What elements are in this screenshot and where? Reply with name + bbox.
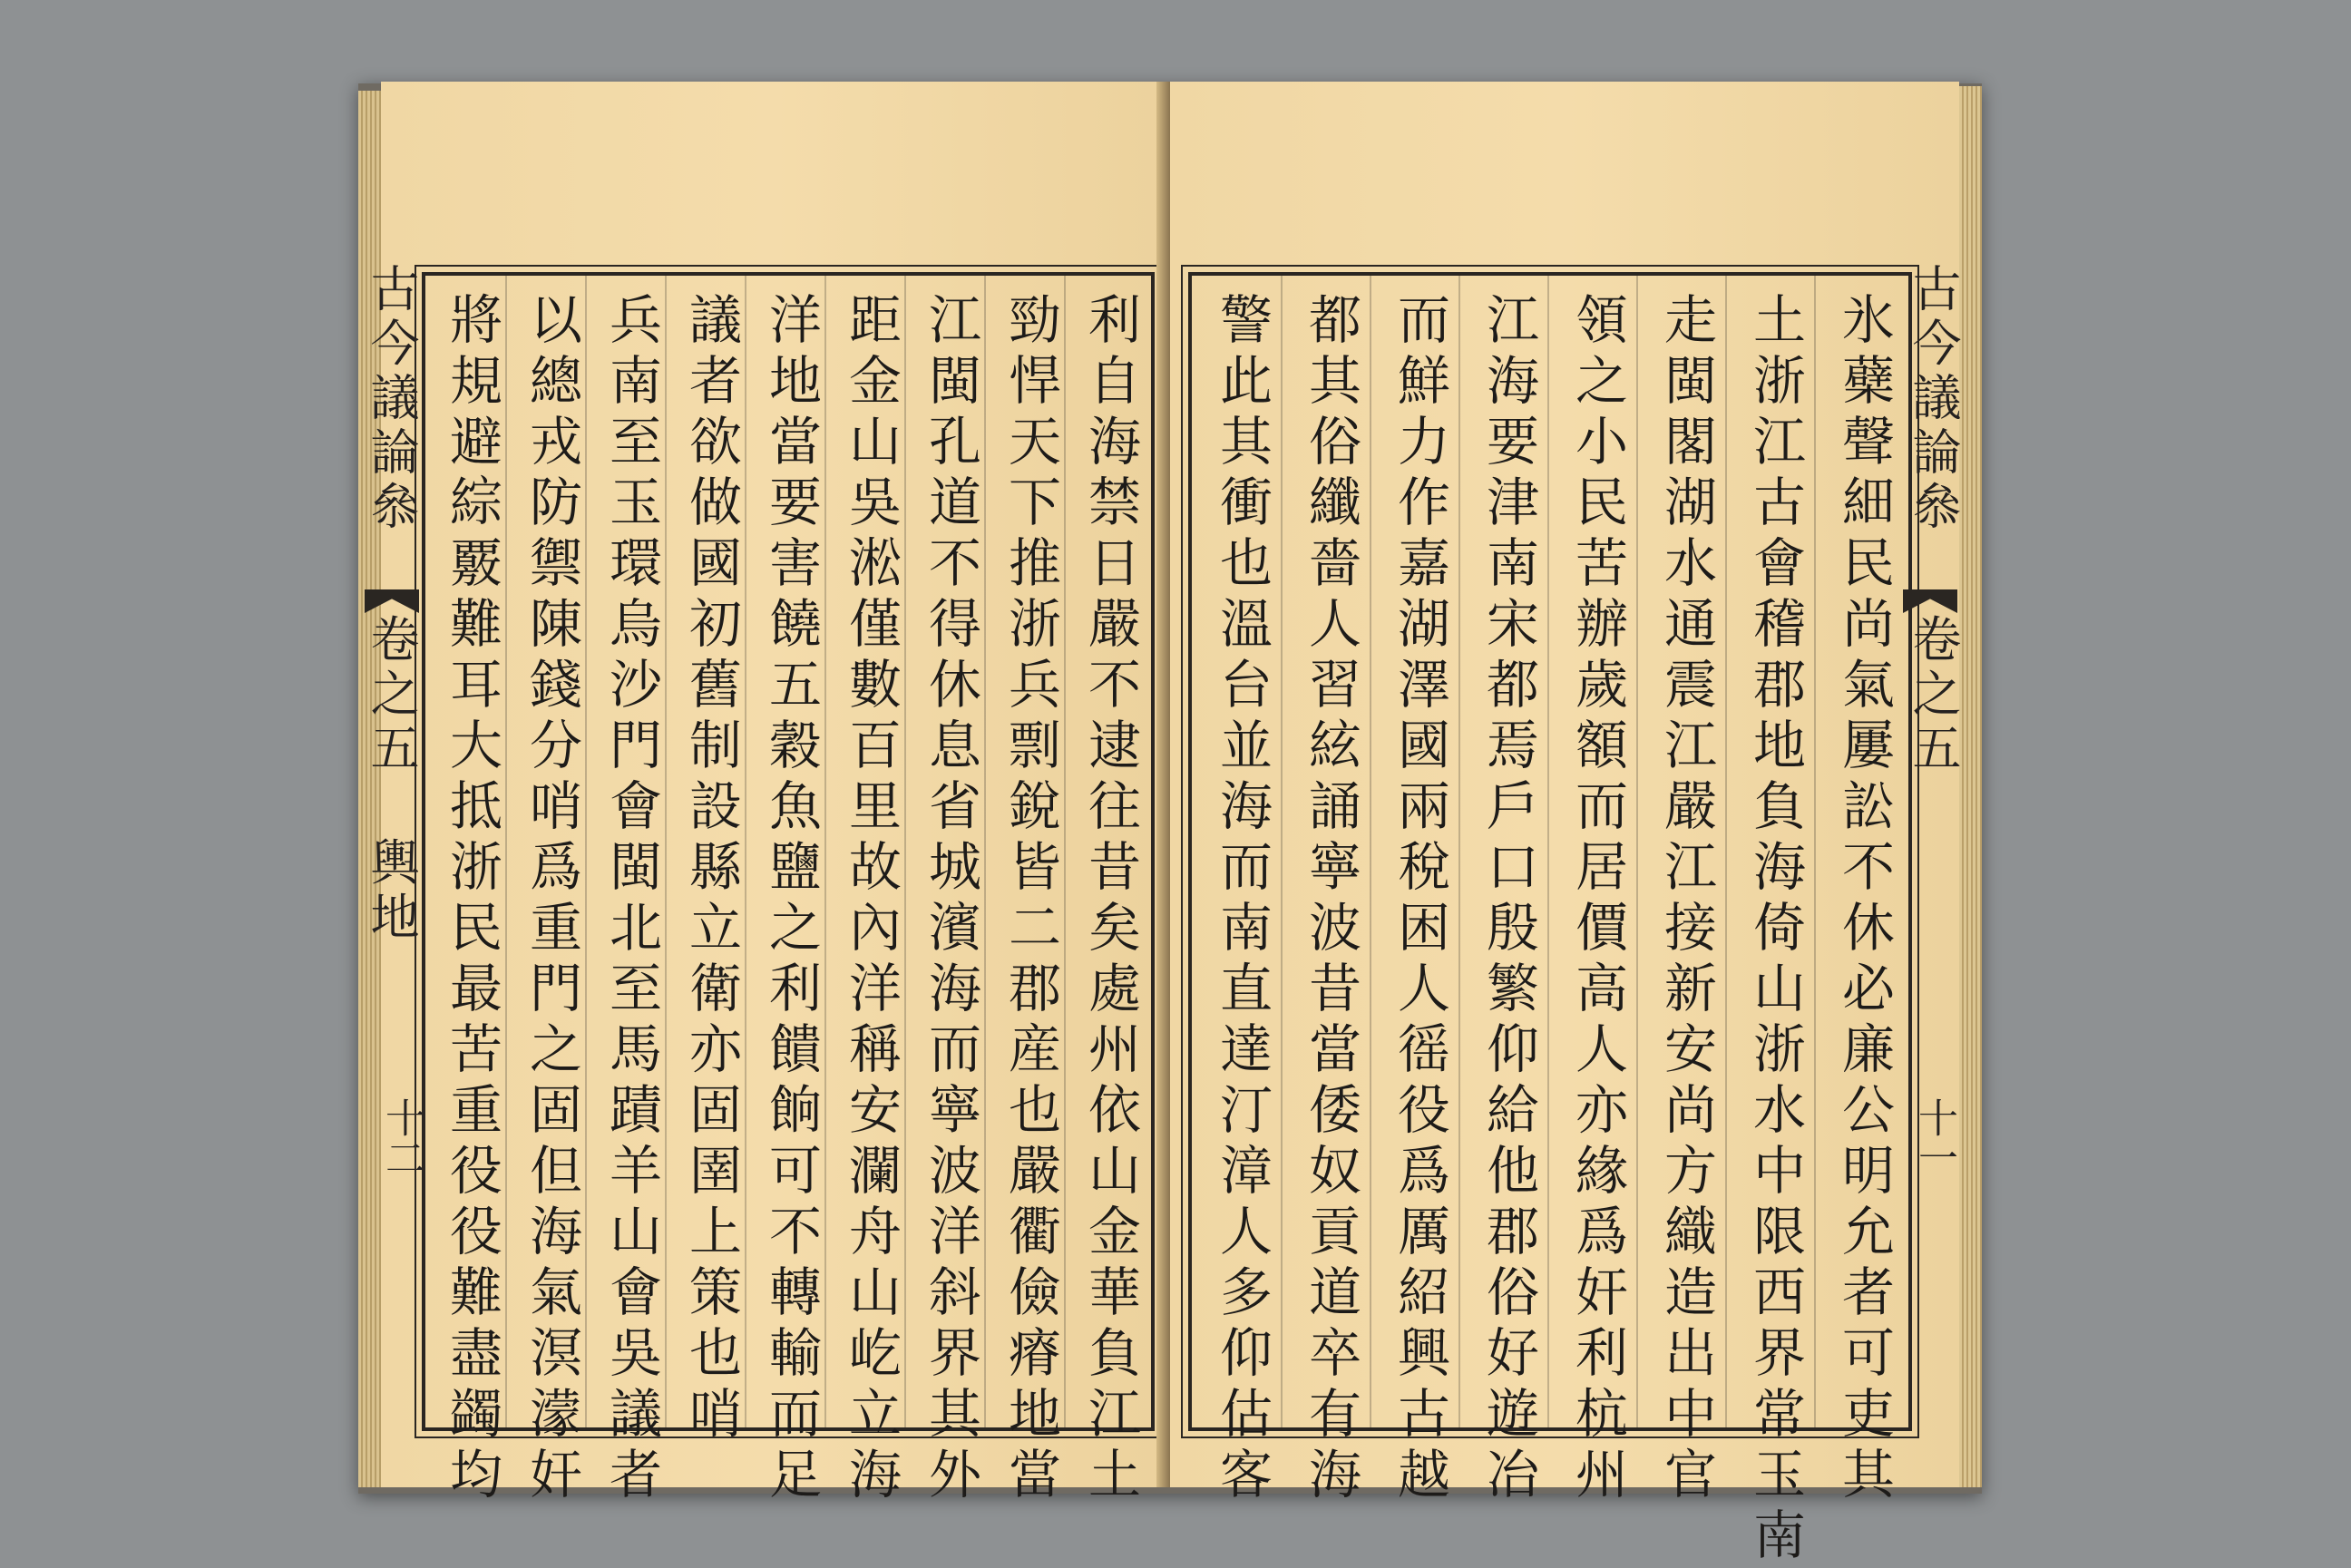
column-rule: [1370, 276, 1371, 1427]
right-page: [1170, 82, 1962, 1568]
left-banxin: [354, 263, 426, 1433]
text-column: 江海要津南宋都焉戶口殷繁仰給他郡俗好遊冶: [1478, 292, 1539, 1507]
column-rule: [1458, 276, 1460, 1427]
text-column: 警此其衝也溫台並海而南直達汀漳人多仰估客: [1211, 292, 1273, 1507]
column-rule: [1281, 276, 1283, 1427]
text-column: 而鮮力作嘉湖澤國兩稅困人徭役爲厲紹興古越: [1389, 292, 1450, 1507]
column-rule: [904, 276, 906, 1427]
text-column: 兵南至玉環烏沙門會閩北至馬蹟羊山會吳議者: [600, 292, 662, 1507]
text-column: 距金山吳淞僅數百里故內洋稱安瀾舟山屹立海: [840, 292, 902, 1507]
column-rule: [585, 276, 587, 1427]
left-banxin-section: 輿地: [363, 836, 420, 946]
right-text-frame: [1188, 272, 1912, 1568]
column-rule: [984, 276, 986, 1427]
text-column: 江閩孔道不得休息省城濱海而寧波洋斜界其外: [920, 292, 981, 1507]
left-banxin-title: 古今議論叅: [363, 263, 420, 535]
text-column: 走閩閣湖水通震江嚴江接新安尚方織造出中官: [1655, 292, 1717, 1507]
right-banxin-volume: 卷之五: [1905, 613, 1962, 777]
left-banxin-volume: 卷之五: [363, 613, 420, 777]
column-rule: [505, 276, 507, 1427]
left-fold-number: 十二: [378, 1097, 424, 1177]
text-column: 氷蘗聲細民尚氣屢訟不休必廉公明允者可吏其: [1833, 292, 1895, 1507]
text-column: 都其俗纖嗇人習絃誦寧波昔當倭奴貢道卒有海: [1300, 292, 1361, 1507]
column-rule: [1814, 276, 1816, 1427]
left-page: [363, 82, 1166, 1507]
column-rule: [824, 276, 826, 1427]
column-rule: [1636, 276, 1638, 1427]
text-column: 洋地當要害饒五穀魚鹽之利饋餉可不轉輸而足: [760, 292, 822, 1507]
text-column: 土浙江古會稽郡地負海倚山浙水中限西界常玉南: [1744, 292, 1806, 1568]
right-fold-number: 十一: [1911, 1097, 1957, 1177]
text-column: 議者欲做國初舊制設縣立衛亦固圉上策也哨: [680, 292, 742, 1446]
text-column: 領之小民苦辦歲額而居價高人亦緣爲奸利杭州: [1566, 292, 1628, 1507]
column-rule: [1547, 276, 1549, 1427]
text-column: 勁悍天下推浙兵剽銳皆二郡産也嚴衢儉瘠地當: [1000, 292, 1061, 1507]
text-column: 利自海禁日嚴不逮往昔矣處州依山金華負江土: [1079, 292, 1141, 1507]
right-banxin-title: 古今議論叅: [1905, 263, 1962, 535]
column-rule: [665, 276, 667, 1427]
column-rule: [1064, 276, 1066, 1427]
column-rule: [745, 276, 746, 1427]
right-banxin: [1896, 263, 1968, 1433]
text-column: 將規避綜覈難耳大抵浙民最苦重役役難盡蠲均: [441, 292, 502, 1507]
column-rule: [1725, 276, 1727, 1427]
text-column: 以總戎防禦陳錢分哨爲重門之固但海氣溟濛奸: [521, 292, 582, 1507]
left-text-frame: [422, 272, 1155, 1507]
